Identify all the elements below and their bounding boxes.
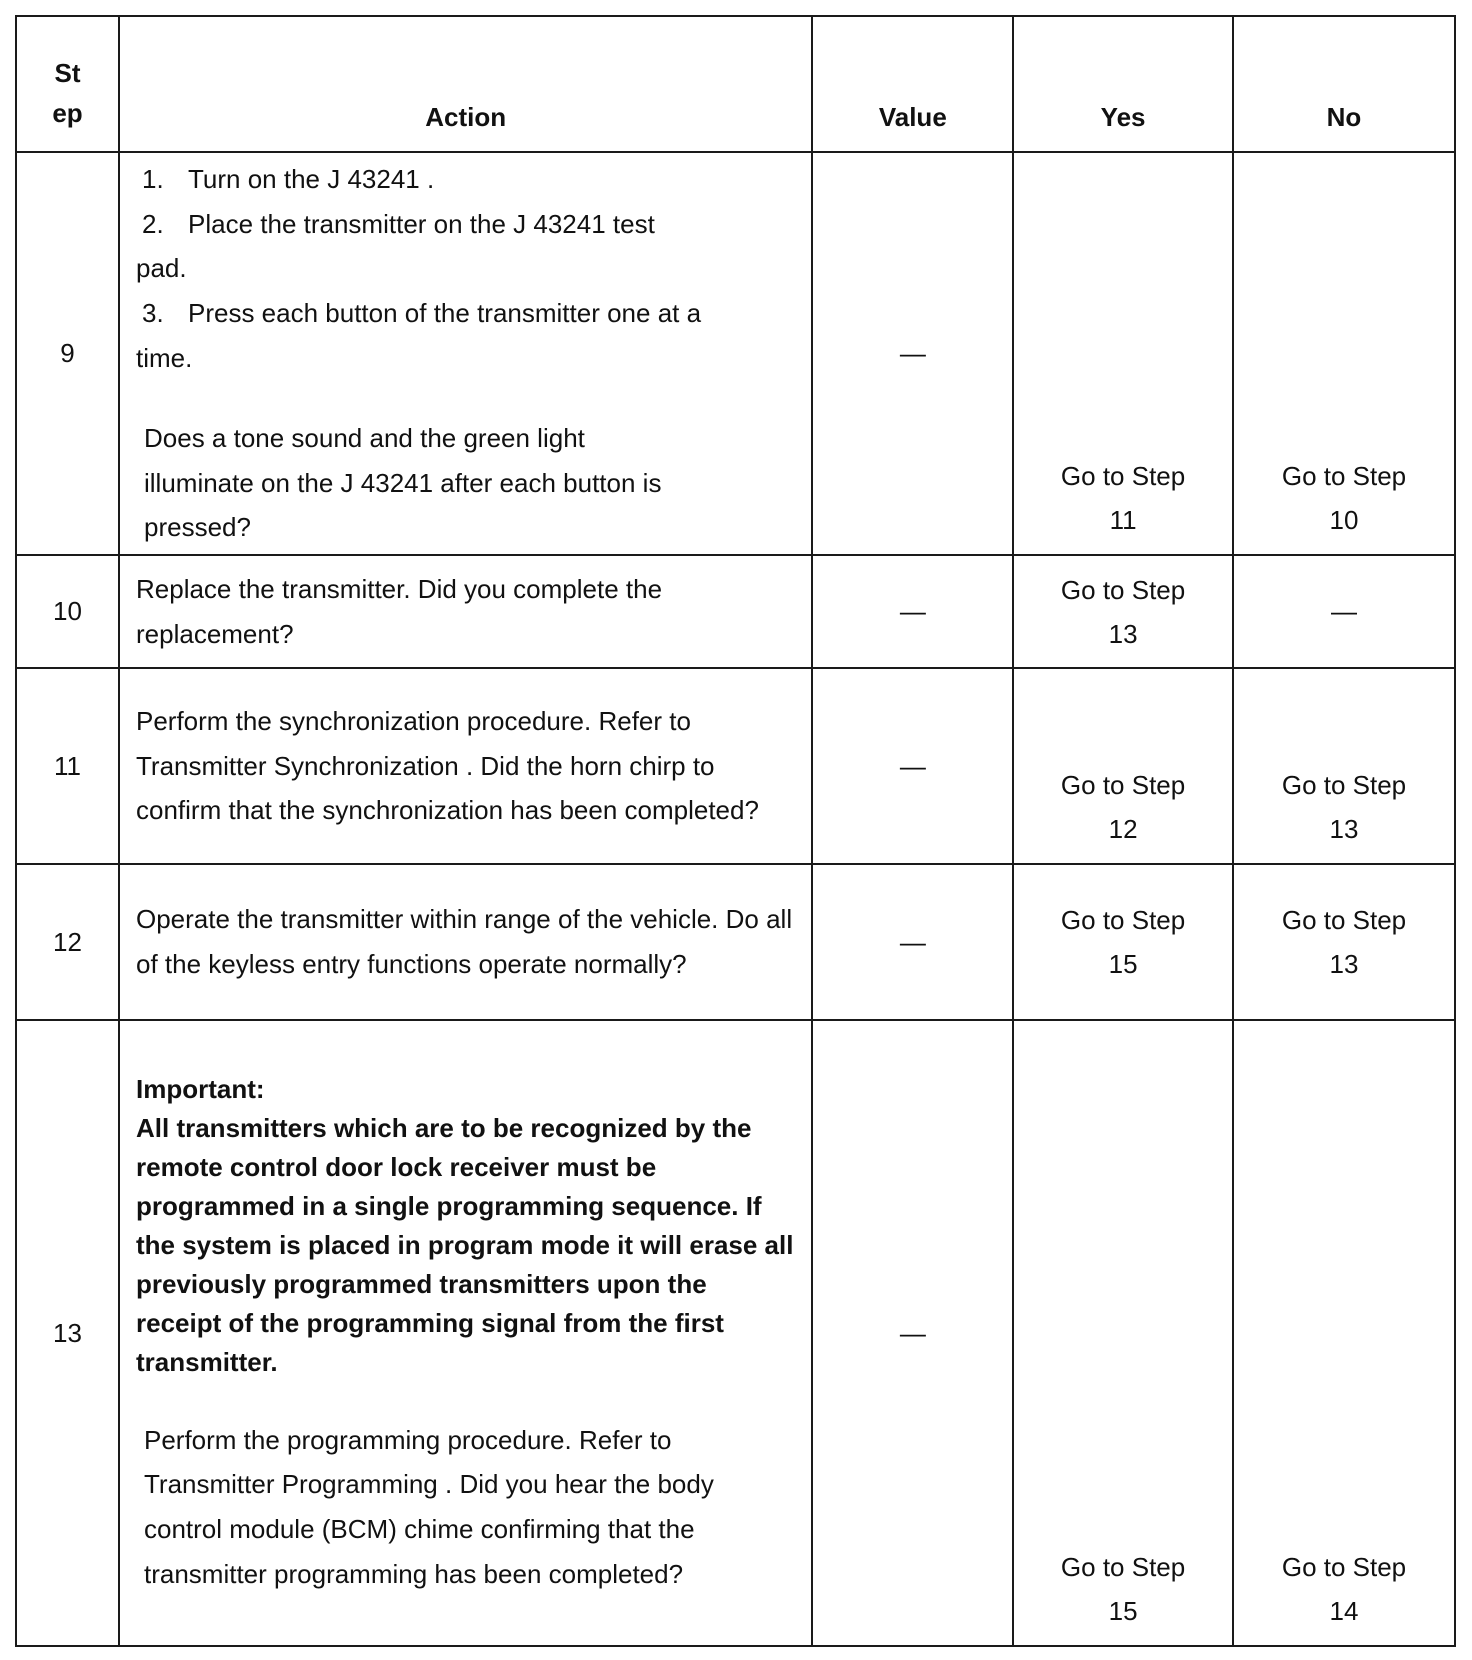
value-cell: — — [812, 555, 1013, 668]
no-step-link[interactable]: 10 — [1329, 505, 1359, 535]
no-cell: Go to Step 13 — [1233, 864, 1455, 1020]
action-item: 3. Press each button of the transmitter one at a time. — [136, 297, 702, 373]
table-row — [16, 555, 1455, 668]
no-step-link[interactable]: 13 — [1329, 949, 1359, 979]
step-number: 10 — [16, 555, 119, 668]
important-title: Important: — [136, 1073, 265, 1104]
yes-step-link[interactable]: 11 — [1109, 505, 1137, 535]
header-yes: Yes — [1013, 16, 1233, 152]
diagnostic-table — [15, 15, 1456, 1647]
value-cell: — — [812, 668, 1013, 864]
value-cell: — — [812, 864, 1013, 1020]
action-cell — [119, 152, 812, 555]
yes-cell: Go to Step 13 — [1013, 555, 1233, 668]
no-cell: Go to Step 13 — [1233, 668, 1455, 864]
header-action: Action — [119, 16, 812, 152]
yes-cell: Go to Step 15 — [1013, 864, 1233, 1020]
no-step-link[interactable]: 13 — [1329, 814, 1359, 844]
value-cell: — — [812, 152, 1013, 555]
table-row — [16, 152, 1455, 555]
value-cell: — — [812, 1020, 1013, 1646]
action-question: Perform the programming procedure. Refer to Transmitter Programming . Did you hear the body control module (BCM) chime confirming that the transmitter programming has been completed? — [144, 1424, 714, 1589]
action-item: 2. Place the transmitter on the J 43241 test pad. — [136, 208, 655, 284]
no-cell: Go to Step 14 — [1233, 1020, 1455, 1646]
yes-step-link[interactable]: 13 — [1108, 618, 1138, 649]
action-cell: Perform the synchronization procedure. Refer to Transmitter Synchronization . Did the horn chirp to confirm that the synchronization has been completed? — [119, 668, 812, 864]
no-cell: — — [1233, 555, 1455, 668]
action-cell: Replace the transmitter. Did you complete the replacement? — [119, 555, 812, 668]
important-note: All transmitters which are to be recognized by the remote control door lock receiver must be programmed in a single programming sequence. If the system is placed in program mode it will erase all previously programmed transmitters upon the receipt of the programming signal from the first transmitter. — [136, 1112, 794, 1377]
no-cell: Go to Step 10 — [1233, 152, 1455, 555]
header-no: No — [1233, 16, 1455, 152]
step-number: 13 — [16, 1020, 119, 1646]
yes-step-link[interactable]: 12 — [1108, 814, 1138, 844]
step-number: 9 — [16, 152, 119, 555]
no-step-link[interactable]: 14 — [1329, 1596, 1359, 1626]
action-question: Does a tone sound and the green light illuminate on the J 43241 after each button is pressed? — [144, 423, 662, 543]
table-row — [16, 864, 1455, 1020]
table-row — [16, 1020, 1455, 1646]
yes-step-link[interactable]: 15 — [1108, 949, 1138, 979]
step-number: 11 — [16, 668, 119, 864]
action-item: 1. Turn on the J 43241 . — [142, 164, 435, 195]
yes-cell: Go to Step 15 — [1013, 1020, 1233, 1646]
header-value: Value — [812, 16, 1013, 152]
yes-cell: Go to Step 11 — [1013, 152, 1233, 555]
table-header-row — [16, 16, 1455, 152]
action-cell — [119, 1020, 812, 1646]
action-cell: Operate the transmitter within range of the vehicle. Do all of the keyless entry functions operate normally? — [119, 864, 812, 1020]
step-number: 12 — [16, 864, 119, 1020]
header-step: St ep — [16, 16, 119, 152]
table-row — [16, 668, 1455, 864]
yes-step-link[interactable]: 15 — [1108, 1596, 1138, 1626]
yes-cell: Go to Step 12 — [1013, 668, 1233, 864]
